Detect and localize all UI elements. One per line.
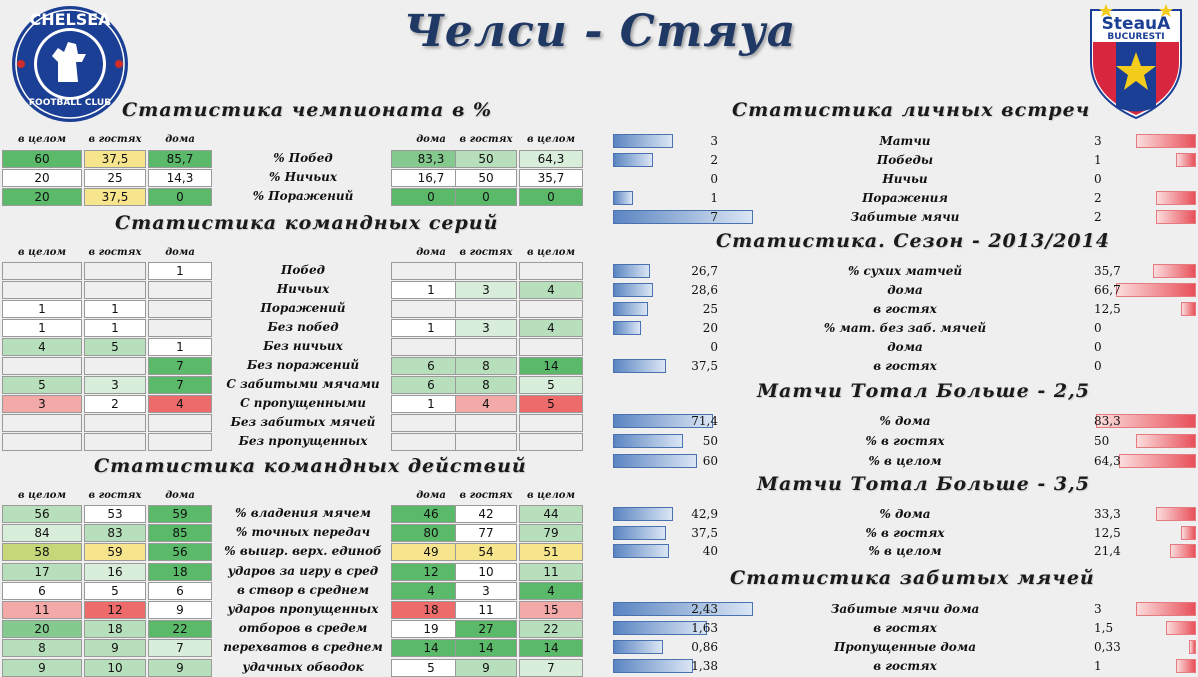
actions-right-header: в целом — [527, 490, 575, 501]
series-right-cell: 6 — [391, 376, 471, 394]
series-right-header: в целом — [527, 247, 575, 258]
over35-left-bar — [613, 526, 666, 540]
goals-right-bar — [1189, 640, 1196, 654]
series-right-cell — [455, 262, 517, 280]
over25-title: Матчи Тотал Больше - 2,5 — [757, 380, 1090, 402]
actions-row-label: % точных передач — [235, 525, 371, 539]
season-left-value: 28,6 — [691, 283, 718, 297]
champ-left-header: дома — [165, 134, 195, 145]
over25-right-value: 64,3 — [1094, 454, 1121, 468]
goals-left-value: 1,38 — [691, 659, 718, 673]
actions-right-cell: 14 — [455, 639, 517, 657]
series-right-cell: 4 — [519, 319, 583, 337]
champ-right-header: в гостях — [459, 134, 513, 145]
h2h-left-value: 3 — [710, 134, 718, 148]
champ-left-cell: 14,3 — [148, 169, 212, 187]
over25-row-label: % дома — [879, 414, 931, 428]
over35-row-label: % в целом — [868, 544, 942, 558]
over35-right-value: 21,4 — [1094, 544, 1121, 558]
series-left-cell: 7 — [148, 357, 212, 375]
actions-right-cell: 4 — [391, 582, 471, 600]
series-right-header: в гостях — [459, 247, 513, 258]
over35-right-bar — [1170, 544, 1196, 558]
actions-row-label: ударов пропущенных — [227, 602, 379, 616]
actions-row-label: в створ в среднем — [236, 583, 370, 597]
actions-left-cell: 9 — [84, 639, 146, 657]
goals-row-label: Пропущенные дома — [834, 640, 976, 654]
over35-left-bar — [613, 544, 669, 558]
series-right-cell: 1 — [391, 395, 471, 413]
actions-left-cell: 7 — [148, 639, 212, 657]
season-left-value: 26,7 — [691, 264, 718, 278]
h2h-right-bar — [1136, 134, 1196, 148]
over35-right-bar — [1156, 507, 1196, 521]
series-left-cell: 3 — [2, 395, 82, 413]
champ-left-cell: 60 — [2, 150, 82, 168]
season-row-label: % мат. без заб. мячей — [823, 321, 987, 335]
actions-row-label: удачных обводок — [242, 660, 364, 674]
over35-left-value: 40 — [702, 544, 718, 558]
series-left-header: дома — [165, 247, 195, 258]
series-right-cell — [519, 262, 583, 280]
chelsea-ring-top: CHELSEA — [29, 10, 111, 29]
champ-left-cell: 37,5 — [84, 150, 146, 168]
over35-left-bar — [613, 507, 673, 521]
series-row-label: Без побед — [267, 320, 339, 334]
over35-title: Матчи Тотал Больше - 3,5 — [757, 473, 1090, 495]
champ-left-header: в целом — [18, 134, 66, 145]
actions-row-label: отборов в средем — [238, 621, 368, 635]
goals-left-value: 2,43 — [691, 602, 718, 616]
over25-left-bar — [613, 434, 683, 448]
actions-left-header: дома — [165, 490, 195, 501]
series-right-cell — [519, 433, 583, 451]
season-row-label: в гостях — [873, 302, 937, 316]
actions-left-cell: 6 — [2, 582, 82, 600]
series-left-cell: 1 — [2, 319, 82, 337]
champ-left-cell: 85,7 — [148, 150, 212, 168]
actions-right-cell: 80 — [391, 524, 471, 542]
series-row-label: Побед — [281, 263, 325, 277]
h2h-left-bar — [613, 153, 653, 167]
actions-right-cell: 49 — [391, 543, 471, 561]
season-right-value: 12,5 — [1094, 302, 1121, 316]
actions-left-cell: 18 — [148, 563, 212, 581]
series-left-cell: 1 — [2, 300, 82, 318]
actions-right-cell: 42 — [455, 505, 517, 523]
season-right-value: 66,7 — [1094, 283, 1121, 297]
champ-right-cell: 0 — [455, 188, 517, 206]
actions-left-cell: 9 — [148, 659, 212, 677]
series-left-cell: 1 — [148, 262, 212, 280]
series-left-cell — [84, 281, 146, 299]
series-left-cell — [148, 300, 212, 318]
over25-left-value: 60 — [702, 454, 718, 468]
champ-title: Статистика чемпионата в % — [122, 99, 493, 121]
over35-row-label: % дома — [879, 507, 931, 521]
goals-right-value: 3 — [1094, 602, 1102, 616]
series-left-cell — [2, 433, 82, 451]
champ-left-cell: 25 — [84, 169, 146, 187]
actions-right-cell: 18 — [391, 601, 471, 619]
actions-left-cell: 84 — [2, 524, 82, 542]
actions-row-label: % владения мячем — [235, 506, 371, 520]
actions-right-cell: 79 — [519, 524, 583, 542]
series-right-cell: 8 — [455, 376, 517, 394]
goals-right-value: 1 — [1094, 659, 1102, 673]
actions-row-label: ударов за игру в сред — [227, 564, 379, 578]
season-left-bar — [613, 283, 653, 297]
actions-left-cell: 9 — [2, 659, 82, 677]
series-left-cell — [2, 262, 82, 280]
actions-left-cell: 11 — [2, 601, 82, 619]
champ-left-header: в гостях — [88, 134, 142, 145]
series-right-cell: 1 — [391, 319, 471, 337]
over35-left-value: 42,9 — [691, 507, 718, 521]
actions-left-cell: 59 — [148, 505, 212, 523]
actions-left-cell: 12 — [84, 601, 146, 619]
series-left-cell: 7 — [148, 376, 212, 394]
h2h-left-bar — [613, 191, 633, 205]
season-right-value: 35,7 — [1094, 264, 1121, 278]
series-left-cell — [84, 357, 146, 375]
series-left-header: в гостях — [88, 247, 142, 258]
champ-right-cell: 50 — [455, 169, 517, 187]
series-right-cell: 3 — [455, 319, 517, 337]
h2h-right-value: 2 — [1094, 191, 1102, 205]
series-left-cell: 4 — [2, 338, 82, 356]
champ-right-cell: 64,3 — [519, 150, 583, 168]
page-title: Челси - Стяуа — [403, 6, 797, 57]
series-right-cell: 1 — [391, 281, 471, 299]
h2h-row-label: Поражения — [862, 191, 948, 205]
h2h-row-label: Матчи — [879, 134, 931, 148]
season-row-label: в гостях — [873, 359, 937, 373]
champ-right-cell: 16,7 — [391, 169, 471, 187]
over25-right-bar — [1136, 434, 1196, 448]
series-row-label: Без забитых мячей — [230, 415, 376, 429]
goals-right-value: 1,5 — [1094, 621, 1114, 635]
season-left-value: 0 — [710, 340, 718, 354]
actions-left-cell: 56 — [2, 505, 82, 523]
actions-right-cell: 5 — [391, 659, 471, 677]
actions-right-header: в гостях — [459, 490, 513, 501]
champ-row-label: % Побед — [273, 151, 333, 165]
series-left-cell — [148, 281, 212, 299]
actions-left-cell: 18 — [84, 620, 146, 638]
series-left-cell — [2, 414, 82, 432]
actions-right-cell: 14 — [519, 639, 583, 657]
series-row-label: Без ничьих — [263, 339, 343, 353]
h2h-right-value: 2 — [1094, 210, 1102, 224]
series-right-cell — [519, 414, 583, 432]
h2h-right-bar — [1156, 210, 1196, 224]
actions-right-cell: 27 — [455, 620, 517, 638]
series-left-cell — [148, 414, 212, 432]
actions-right-cell: 9 — [455, 659, 517, 677]
h2h-left-value: 0 — [710, 172, 718, 186]
over35-left-value: 37,5 — [691, 526, 718, 540]
actions-left-cell: 83 — [84, 524, 146, 542]
goals-row-label: в гостях — [873, 659, 937, 673]
series-left-cell: 1 — [84, 319, 146, 337]
champ-right-cell: 35,7 — [519, 169, 583, 187]
series-left-cell: 5 — [84, 338, 146, 356]
over25-right-value: 50 — [1094, 434, 1110, 448]
series-row-label: Ничьих — [276, 282, 330, 296]
series-row-label: Поражений — [260, 301, 346, 315]
over25-left-value: 50 — [702, 434, 718, 448]
series-left-cell — [84, 262, 146, 280]
series-left-cell: 1 — [84, 300, 146, 318]
over25-row-label: % в гостях — [865, 434, 945, 448]
actions-right-cell: 4 — [519, 582, 583, 600]
over35-row-label: % в гостях — [865, 526, 945, 540]
actions-left-cell: 20 — [2, 620, 82, 638]
series-right-cell — [519, 338, 583, 356]
goals-row-label: Забитые мячи дома — [830, 602, 980, 616]
series-left-cell — [148, 319, 212, 337]
series-right-cell: 4 — [519, 281, 583, 299]
actions-left-cell: 85 — [148, 524, 212, 542]
over35-right-bar — [1181, 526, 1196, 540]
over35-right-value: 33,3 — [1094, 507, 1121, 521]
series-left-cell: 3 — [84, 376, 146, 394]
series-right-cell — [519, 300, 583, 318]
chelsea-ring-bottom: FOOTBALL CLUB — [28, 98, 112, 108]
goals-title: Статистика забитых мячей — [730, 567, 1095, 589]
actions-left-cell: 58 — [2, 543, 82, 561]
goals-left-value: 1,63 — [691, 621, 718, 635]
champ-left-cell: 37,5 — [84, 188, 146, 206]
h2h-title: Статистика личных встреч — [732, 99, 1091, 121]
actions-right-cell: 19 — [391, 620, 471, 638]
steaua-text-bottom: BUCURESTI — [1107, 32, 1165, 42]
champ-row-label: % Ничьих — [268, 170, 337, 184]
actions-left-cell: 56 — [148, 543, 212, 561]
series-right-cell: 8 — [455, 357, 517, 375]
series-right-cell — [455, 300, 517, 318]
actions-right-cell: 51 — [519, 543, 583, 561]
series-left-cell: 4 — [148, 395, 212, 413]
goals-left-value: 0,86 — [691, 640, 718, 654]
champ-right-cell: 0 — [519, 188, 583, 206]
champ-right-header: дома — [416, 134, 446, 145]
h2h-right-value: 3 — [1094, 134, 1102, 148]
h2h-left-value: 2 — [710, 153, 718, 167]
champ-right-cell: 83,3 — [391, 150, 471, 168]
h2h-right-value: 1 — [1094, 153, 1102, 167]
actions-right-cell: 10 — [455, 563, 517, 581]
season-right-value: 0 — [1094, 359, 1102, 373]
season-left-value: 25 — [702, 302, 718, 316]
h2h-row-label: Победы — [876, 153, 934, 167]
over25-left-value: 71,4 — [691, 414, 718, 428]
goals-right-bar — [1176, 659, 1196, 673]
series-right-cell: 3 — [455, 281, 517, 299]
series-left-cell — [2, 357, 82, 375]
h2h-left-value: 1 — [710, 191, 718, 205]
season-row-label: % сухих матчей — [847, 264, 963, 278]
h2h-left-bar — [613, 134, 673, 148]
series-left-cell: 5 — [2, 376, 82, 394]
over25-right-value: 83,3 — [1094, 414, 1121, 428]
series-right-header: дома — [416, 247, 446, 258]
champ-left-cell: 0 — [148, 188, 212, 206]
goals-row-label: в гостях — [873, 621, 937, 635]
series-left-cell — [2, 281, 82, 299]
actions-right-cell: 14 — [391, 639, 471, 657]
actions-left-cell: 8 — [2, 639, 82, 657]
actions-right-cell: 54 — [455, 543, 517, 561]
season-left-bar — [613, 302, 648, 316]
series-right-cell — [455, 433, 517, 451]
h2h-right-value: 0 — [1094, 172, 1102, 186]
series-left-header: в целом — [18, 247, 66, 258]
goals-right-bar — [1166, 621, 1196, 635]
season-right-bar — [1181, 302, 1196, 316]
champ-left-cell: 20 — [2, 188, 82, 206]
goals-right-value: 0,33 — [1094, 640, 1121, 654]
series-right-cell: 14 — [519, 357, 583, 375]
actions-right-cell: 7 — [519, 659, 583, 677]
series-left-cell: 2 — [84, 395, 146, 413]
actions-left-cell: 5 — [84, 582, 146, 600]
series-left-cell — [148, 433, 212, 451]
actions-left-header: в гостях — [88, 490, 142, 501]
series-right-cell — [455, 414, 517, 432]
series-right-cell: 6 — [391, 357, 471, 375]
h2h-right-bar — [1156, 191, 1196, 205]
goals-right-bar — [1136, 602, 1196, 616]
series-right-cell: 5 — [519, 376, 583, 394]
series-row-label: Без пропущенных — [238, 434, 368, 448]
season-right-value: 0 — [1094, 340, 1102, 354]
actions-right-cell: 44 — [519, 505, 583, 523]
series-row-label: С пропущенными — [240, 396, 366, 410]
actions-title: Статистика командных действий — [94, 455, 527, 477]
h2h-left-value: 7 — [710, 210, 718, 224]
actions-left-cell: 9 — [148, 601, 212, 619]
actions-right-cell: 11 — [519, 563, 583, 581]
actions-right-cell: 22 — [519, 620, 583, 638]
h2h-row-label: Ничьи — [882, 172, 928, 186]
actions-right-cell: 3 — [455, 582, 517, 600]
actions-left-cell: 22 — [148, 620, 212, 638]
actions-left-cell: 6 — [148, 582, 212, 600]
h2h-row-label: Забитые мячи — [850, 210, 960, 224]
season-right-bar — [1153, 264, 1196, 278]
season-left-bar — [613, 264, 650, 278]
series-right-cell: 5 — [519, 395, 583, 413]
season-left-bar — [613, 359, 666, 373]
season-right-value: 0 — [1094, 321, 1102, 335]
actions-left-cell: 16 — [84, 563, 146, 581]
season-row-label: дома — [887, 283, 923, 297]
h2h-right-bar — [1176, 153, 1196, 167]
actions-right-cell: 12 — [391, 563, 471, 581]
champ-right-cell: 0 — [391, 188, 471, 206]
season-left-value: 20 — [702, 321, 718, 335]
actions-row-label: % выигр. верх. единоб — [224, 544, 382, 558]
goals-left-bar — [613, 640, 663, 654]
series-right-cell: 4 — [455, 395, 517, 413]
over35-right-value: 12,5 — [1094, 526, 1121, 540]
steaua-text-top: SteauA — [1101, 14, 1171, 34]
actions-right-cell: 11 — [455, 601, 517, 619]
champ-row-label: % Поражений — [252, 189, 354, 203]
series-title: Статистика командных серий — [115, 212, 499, 234]
actions-left-header: в целом — [18, 490, 66, 501]
actions-right-header: дома — [416, 490, 446, 501]
series-right-cell — [455, 338, 517, 356]
champ-left-cell: 20 — [2, 169, 82, 187]
champ-right-cell: 50 — [455, 150, 517, 168]
series-left-cell — [84, 414, 146, 432]
actions-left-cell: 10 — [84, 659, 146, 677]
champ-right-header: в целом — [527, 134, 575, 145]
over25-row-label: % в целом — [868, 454, 942, 468]
actions-row-label: перехватов в среднем — [223, 640, 383, 654]
season-left-bar — [613, 321, 641, 335]
season-left-value: 37,5 — [691, 359, 718, 373]
actions-right-cell: 77 — [455, 524, 517, 542]
actions-left-cell: 59 — [84, 543, 146, 561]
series-left-cell — [84, 433, 146, 451]
season-row-label: дома — [887, 340, 923, 354]
series-row-label: Без поражений — [246, 358, 360, 372]
actions-right-cell: 46 — [391, 505, 471, 523]
season-title: Статистика. Сезон - 2013/2014 — [716, 230, 1111, 252]
series-row-label: С забитыми мячами — [226, 377, 380, 391]
actions-left-cell: 53 — [84, 505, 146, 523]
actions-left-cell: 17 — [2, 563, 82, 581]
actions-right-cell: 15 — [519, 601, 583, 619]
series-left-cell: 1 — [148, 338, 212, 356]
